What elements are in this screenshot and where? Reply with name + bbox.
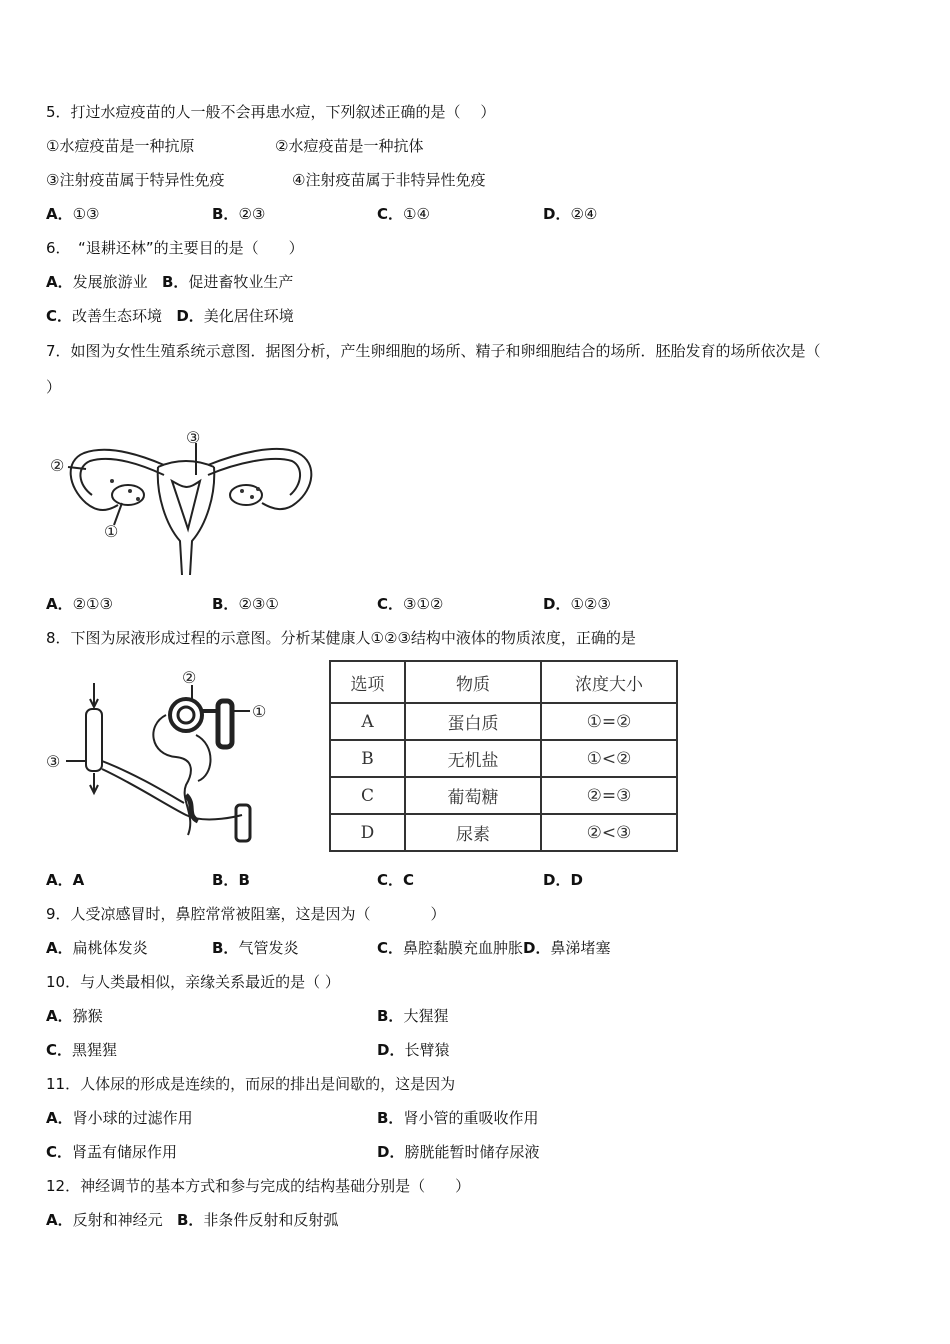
q5-option-d: D．②④ xyxy=(543,205,598,223)
q5-option-c: C．①④ xyxy=(377,205,430,223)
q9-option-c-d: C．鼻腔黏膜充血肿胀D．鼻涕堵塞 xyxy=(377,939,611,957)
q5-statement-1: ①水痘疫苗是一种抗原 xyxy=(46,137,195,155)
q6-stem: 6． “退耕还林”的主要目的是（ ） xyxy=(46,239,304,257)
table-cell: B xyxy=(330,740,405,777)
q5-option-b: B．②③ xyxy=(212,205,266,223)
q8-option-a: A．A xyxy=(46,871,85,889)
q7-label-3: ③ xyxy=(186,428,201,447)
q10-stem: 10．与人类最相似，亲缘关系最近的是（ ） xyxy=(46,973,340,991)
q10-option-a: A．猕猴 xyxy=(46,1007,103,1025)
q7-stem-end: ） xyxy=(46,378,62,396)
table-cell: C xyxy=(330,777,405,814)
q8-table xyxy=(329,660,678,852)
q7-option-b: B．②③① xyxy=(212,595,279,613)
table-row xyxy=(330,703,677,740)
q7-option-a: A．②①③ xyxy=(46,595,113,613)
q7-option-d: D．①②③ xyxy=(543,595,611,613)
q9-stem: 9．人受凉感冒时，鼻腔常常被阻塞，这是因为（ ） xyxy=(46,905,446,923)
q8-stem: 8．下图为尿液形成过程的示意图。分析某健康人①②③结构中液体的物质浓度，正确的是 xyxy=(46,629,636,647)
table-cell: A xyxy=(330,703,405,740)
table-row xyxy=(330,814,677,851)
q8-label-2: ② xyxy=(182,668,197,687)
table-cell: ②<③ xyxy=(541,814,677,851)
q6-options-ab: A．发展旅游业 B．促进畜牧业生产 xyxy=(46,273,294,291)
q12-options: A．反射和神经元 B．非条件反射和反射弧 xyxy=(46,1211,339,1229)
q5-stem: 5．打过水痘疫苗的人一般不会再患水痘，下列叙述正确的是（ ） xyxy=(46,103,496,121)
q8-label-3: ③ xyxy=(46,752,61,771)
table-cell: ②=③ xyxy=(541,777,677,814)
q10-option-b: B．大猩猩 xyxy=(377,1007,449,1025)
q11-stem: 11．人体尿的形成是连续的，而尿的排出是间歇的，这是因为 xyxy=(46,1075,456,1093)
q8-option-c: C．C xyxy=(377,871,415,889)
table-cell: 无机盐 xyxy=(405,740,541,777)
table-cell: 葡萄糖 xyxy=(405,777,541,814)
q5-statement-2: ②水痘疫苗是一种抗体 xyxy=(275,137,424,155)
q8-option-b: B．B xyxy=(212,871,250,889)
q9-option-a: A．扁桃体发炎 xyxy=(46,939,148,957)
q5-option-a: A．①③ xyxy=(46,205,100,223)
q7-option-c: C．③①② xyxy=(377,595,444,613)
q8-option-d: D．D xyxy=(543,871,583,889)
table-header-row xyxy=(330,661,677,703)
table-row xyxy=(330,777,677,814)
q5-statement-3: ③注射疫苗属于特异性免疫 xyxy=(46,171,225,189)
table-header: 选项 xyxy=(330,661,405,703)
q9-option-b: B．气管发炎 xyxy=(212,939,299,957)
q12-stem: 12．神经调节的基本方式和参与完成的结构基础分别是（ ） xyxy=(46,1177,471,1195)
table-cell: 蛋白质 xyxy=(405,703,541,740)
table-header: 物质 xyxy=(405,661,541,703)
table-cell: ①<② xyxy=(541,740,677,777)
q10-option-d: D．长臂猿 xyxy=(377,1041,450,1059)
q11-option-c: C．肾盂有储尿作用 xyxy=(46,1143,178,1161)
q5-statement-4: ④注射疫苗属于非特异性免疫 xyxy=(292,171,486,189)
table-cell: ①=② xyxy=(541,703,677,740)
q7-label-1: ① xyxy=(104,522,119,541)
q8-label-1: ① xyxy=(252,702,267,721)
female-reproductive-system-diagram xyxy=(46,425,326,580)
table-row xyxy=(330,740,677,777)
nephron-diagram xyxy=(46,665,286,865)
q11-option-d: D．膀胱能暂时储存尿液 xyxy=(377,1143,540,1161)
table-cell: D xyxy=(330,814,405,851)
q11-option-b: B．肾小管的重吸收作用 xyxy=(377,1109,539,1127)
q7-stem: 7．如图为女性生殖系统示意图．据图分析，产生卵细胞的场所、精子和卵细胞结合的场所．胚胎发育的场所依次是（ xyxy=(46,342,821,360)
table-header: 浓度大小 xyxy=(541,661,677,703)
q11-option-a: A．肾小球的过滤作用 xyxy=(46,1109,193,1127)
q10-option-c: C．黑猩猩 xyxy=(46,1041,118,1059)
q6-options-cd: C．改善生态环境 D．美化居住环境 xyxy=(46,307,294,325)
table-cell: 尿素 xyxy=(405,814,541,851)
q7-label-2: ② xyxy=(50,456,65,475)
